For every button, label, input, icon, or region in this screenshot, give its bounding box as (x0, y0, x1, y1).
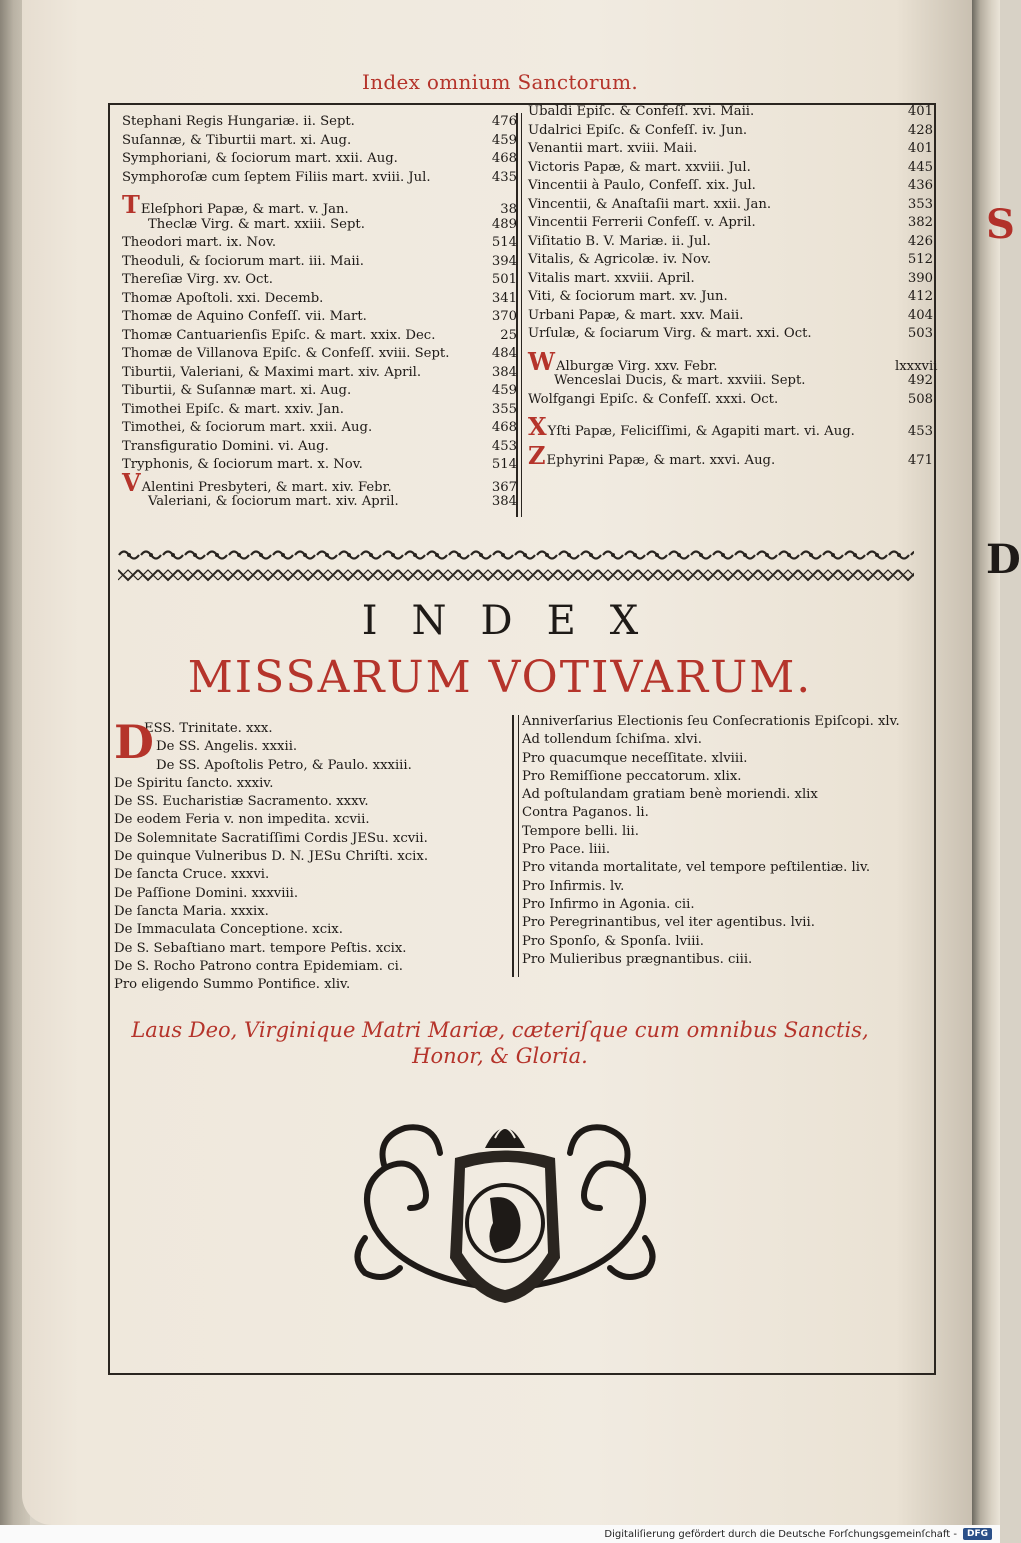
entry-label: Thomæ Cantuarienſis Epiſc. & mart. xxix. Dec. (122, 327, 436, 343)
index-entry (122, 290, 517, 309)
entry-text (122, 382, 351, 401)
page-number: 512 (907, 252, 933, 267)
votive-mass-entry: Ad poſtulandam gratiam benè moriendi. xlix (522, 787, 818, 803)
index-entry (122, 190, 517, 219)
votive-mass-entry: Pro Pace. liii. (522, 842, 611, 858)
initial-letter: V (122, 467, 141, 497)
votive-masses-right-column (522, 713, 930, 969)
entry-text (528, 440, 776, 471)
index-entry (122, 308, 517, 327)
votive-mass-entry: Pro Infirmo in Agonia. cii. (522, 896, 695, 912)
index-entry (122, 345, 517, 364)
votive-mass-entry: Pro Remiſſione peccatorum. xlix. (522, 768, 742, 784)
entry-label: Tiburtii, & Suſannæ mart. xi. Aug. (122, 383, 352, 398)
entry-text (528, 159, 751, 178)
page-number: 384 (491, 494, 517, 509)
entry-label: Symphoriani, & ſociorum mart. xxii. Aug. (122, 151, 398, 166)
index-entry (122, 419, 517, 438)
facing-page-letter-red: S (986, 201, 1015, 248)
footer-credit: Digitaliſierung gefördert durch die Deutsche Forſchungsgemeinſchaft - (604, 1528, 957, 1540)
index-entry (528, 177, 933, 196)
page-number: 435 (491, 169, 517, 185)
entry-text (122, 253, 364, 272)
entry-text (148, 493, 399, 512)
entry-label: Urſulæ, & ſociarum Virg. & mart. xxi. Oct. (528, 326, 812, 341)
facing-page-edge (972, 0, 1021, 1525)
entry-text (122, 327, 435, 346)
entry-text (528, 140, 697, 159)
entry-text (528, 103, 754, 122)
entry-label: Wenceslai Ducis, & mart. xxviii. Sept. (554, 373, 806, 388)
page-number: 453 (491, 438, 517, 454)
initial-letter: T (122, 190, 140, 219)
votive-mass-entry: Pro quacumque neceſſitate. xlviii. (522, 750, 748, 766)
entry-text (122, 401, 344, 420)
index-entry (528, 346, 938, 376)
votive-mass-entry: Anniverſarius Electionis ſeu Conſecrationis Epiſcopi. xlv. (522, 714, 900, 729)
entry-text (122, 419, 372, 438)
index-entry (528, 122, 933, 141)
page-number: 384 (491, 364, 517, 380)
entry-text (528, 412, 855, 442)
page-number: 468 (491, 420, 517, 435)
index-entry (528, 391, 933, 410)
index-entry (528, 307, 933, 326)
ornamental-band-top (118, 548, 914, 562)
page-number: 401 (907, 104, 933, 119)
index-entry (528, 103, 933, 122)
votive-masses-left-column (114, 715, 509, 994)
ornamental-band-bottom (118, 568, 914, 582)
index-heading: INDEX (361, 598, 673, 644)
votive-mass-entry: De SS. Angelis. xxxii. (156, 739, 298, 755)
index-entry (122, 493, 517, 512)
entry-text (122, 271, 273, 290)
column-divider-thin (521, 113, 522, 517)
votive-masses-heading: MISSARUM VOTIVARUM. (187, 652, 813, 703)
entry-label: Valeriani, & ſociorum mart. xiv. April. (148, 494, 399, 509)
entry-label: Wolfgangi Epiſc. & Confeſſ. xxxi. Oct. (528, 391, 779, 407)
page-number: 489 (491, 216, 517, 232)
entry-text (528, 177, 756, 196)
entry-text (528, 122, 747, 141)
page-number: 367 (491, 479, 517, 495)
entry-text (528, 196, 771, 215)
entry-label: Udalrici Epiſc. & Confeſſ. iv. Jun. (528, 122, 748, 138)
votive-mass-entry: ESS. Trinitate. xxx. (144, 721, 273, 736)
entry-label: Vitalis mart. xxviii. April. (528, 270, 695, 286)
entry-label: Urbani Papæ, & mart. xxv. Maii. (528, 307, 744, 323)
page-number: 514 (491, 235, 517, 250)
entry-text (528, 270, 695, 289)
votive-column-divider (512, 715, 514, 977)
entry-label: Venantii mart. xviii. Maii. (528, 141, 698, 156)
page-number: 428 (907, 122, 933, 138)
index-entry (122, 364, 517, 383)
page-number: 401 (907, 141, 933, 156)
page-number: 25 (500, 327, 517, 343)
entry-text (528, 288, 728, 307)
entry-label: Symphoroſæ cum ſeptem Filiis mart. xviii. Jul. (122, 169, 431, 185)
index-entry (528, 140, 933, 159)
entry-text (122, 132, 351, 151)
entry-label: Ephyrini Papæ, & mart. xxvi. Aug. (546, 452, 776, 468)
initial-letter: X (528, 412, 547, 441)
entry-label: Theodori mart. ix. Nov. (122, 235, 277, 250)
page-number: 471 (907, 452, 933, 468)
entry-label: Alentini Presbyteri, & mart. xiv. Febr. (141, 479, 392, 495)
votive-mass-entry: De S. Sebaſtiano mart. tempore Peſtis. xcix. (114, 940, 407, 956)
page-number: 514 (491, 457, 517, 472)
page-number: 468 (491, 151, 517, 166)
entry-text (528, 251, 711, 270)
index-entry (122, 382, 517, 401)
index-entry (122, 438, 517, 457)
initial-letter: Z (528, 440, 546, 470)
index-entry (122, 467, 517, 497)
index-entry (122, 216, 517, 235)
index-entry (122, 401, 517, 420)
page-number: 501 (491, 272, 517, 287)
entry-label: Theoduli, & ſociorum mart. iii. Maii. (122, 253, 364, 269)
votive-mass-entry: Tempore belli. lii. (522, 823, 639, 839)
page-number: 412 (907, 289, 933, 304)
entry-label: Tryphonis, & ſociorum mart. x. Nov. (122, 457, 363, 472)
entry-text (148, 216, 365, 235)
index-entry (528, 372, 933, 391)
page-number: 436 (907, 178, 933, 193)
saints-index-left-column (122, 113, 517, 512)
entry-label: Vincentii, & Anaſtaſii mart. xxii. Jan. (528, 196, 772, 212)
entry-text (122, 308, 367, 327)
page-title: Index omnium Sanctorum. (362, 70, 638, 94)
votive-mass-entry: Pro eligendo Summo Pontifice. xliv. (114, 977, 351, 993)
votive-mass-entry: Pro vitanda mortalitate, vel tempore peſtilentiæ. liv. (522, 860, 871, 876)
entry-text (554, 372, 805, 391)
woodcut-crest-ornament (345, 1108, 665, 1308)
page-number: lxxxvii (895, 358, 938, 374)
doxology-line-1: Laus Deo, Virginique Matri Mariæ, cæteriſque cum omnibus Sanctis, (131, 1018, 869, 1042)
entry-text (122, 169, 431, 188)
entry-label: Theclæ Virg. & mart. xxiii. Sept. (148, 216, 365, 232)
entry-label: Suſannæ, & Tiburtii mart. xi. Aug. (122, 132, 352, 148)
entry-label: Alburgæ Virg. xxv. Febr. (555, 358, 718, 374)
facing-page-letter-black: D (986, 536, 1021, 583)
doxology-line-2: Honor, & Gloria. (412, 1044, 588, 1068)
votive-mass-entry: De Paſſione Domini. xxxviii. (114, 885, 299, 901)
entry-text (122, 456, 363, 475)
index-entry (122, 169, 517, 188)
votive-mass-entry: Pro Sponſo, & Sponſa. lviii. (522, 933, 704, 949)
index-entry (122, 253, 517, 272)
page-number: 355 (491, 401, 517, 417)
index-entry (528, 233, 933, 252)
entry-label: Ubaldi Epiſc. & Confeſſ. xvi. Maii. (528, 104, 755, 119)
index-entry (528, 288, 933, 307)
page-number: 341 (491, 290, 517, 306)
index-entry (528, 196, 933, 215)
index-entry (122, 456, 517, 475)
page-number: 390 (907, 270, 933, 286)
entry-label: Timothei Epiſc. & mart. xxiv. Jan. (122, 401, 344, 417)
entry-text (122, 364, 421, 383)
page-number: 459 (491, 132, 517, 148)
votive-mass-entry: De ſancta Cruce. xxxvi. (114, 867, 270, 883)
index-entry (122, 271, 517, 290)
index-entry (528, 440, 933, 470)
entry-label: Vincentii à Paulo, Confeſſ. xix. Jul. (528, 178, 756, 193)
page-number: 404 (907, 307, 933, 323)
closing-doxology (0, 1017, 1000, 1069)
entry-text (528, 214, 756, 233)
entry-text (528, 307, 743, 326)
initial-letter: W (528, 346, 555, 376)
page-number: 492 (907, 373, 933, 388)
index-entry (122, 150, 517, 169)
entry-text (122, 234, 276, 253)
votive-mass-entry: De S. Rocho Patrono contra Epidemiam. ci. (114, 958, 403, 974)
page-number: 508 (907, 391, 933, 407)
votive-mass-entry: Ad tollendum ſchiſma. xlvi. (522, 732, 702, 748)
entry-label: Stephani Regis Hungariæ. ii. Sept. (122, 114, 355, 129)
votive-mass-entry: De SS. Apoſtolis Petro, & Paulo. xxxiii. (156, 757, 412, 773)
entry-label: Thomæ Apoſtoli. xxi. Decemb. (122, 290, 324, 306)
page-number: 382 (907, 215, 933, 230)
dfg-logo: DFG (963, 1528, 992, 1540)
page-number: 484 (491, 346, 517, 361)
page-number: 503 (907, 326, 933, 341)
votive-mass-entry: Pro Mulieribus prægnantibus. ciii. (522, 951, 753, 967)
index-entry (528, 270, 933, 289)
page-number: 453 (907, 424, 933, 439)
entry-label: Thomæ de Villanova Epiſc. & Confeſſ. xviii. Sept. (122, 346, 450, 361)
entry-text (528, 325, 812, 344)
page-number: 426 (907, 233, 933, 249)
entry-label: Victoris Papæ, & mart. xxviii. Jul. (528, 159, 751, 175)
digitization-footer (0, 1525, 1000, 1543)
entry-label: Eleſphori Papæ, & mart. v. Jan. (140, 202, 349, 217)
entry-label: Yſti Papæ, Feliciſſimi, & Agapiti mart. vi. Aug. (547, 424, 855, 439)
page-number: 394 (491, 253, 517, 269)
index-entry (122, 327, 517, 346)
page-number: 38 (500, 202, 517, 217)
page-number: 445 (907, 159, 933, 175)
index-entry (528, 214, 933, 233)
index-entry (122, 132, 517, 151)
page-number: 370 (491, 309, 517, 324)
page-number: 353 (907, 196, 933, 212)
index-entry (528, 251, 933, 270)
index-entry (122, 113, 517, 132)
entry-text (122, 345, 449, 364)
index-entry (528, 325, 933, 344)
entry-text (528, 391, 778, 410)
entry-label: Timothei, & ſociorum mart. xxii. Aug. (122, 420, 373, 435)
votive-mass-entry: Pro Infirmis. lv. (522, 878, 625, 894)
entry-text (122, 113, 355, 132)
votive-mass-entry: De Spiritu ſancto. xxxiv. (114, 775, 274, 791)
entry-label: Tiburtii, Valeriani, & Maximi mart. xiv. April. (122, 364, 422, 380)
index-entry (528, 159, 933, 178)
votive-mass-entry: De quinque Vulneribus D. N. JESu Chriſti. xcix. (114, 849, 429, 865)
page-number: 476 (491, 114, 517, 129)
entry-text (122, 290, 323, 309)
entry-label: Thereſiæ Virg. xv. Oct. (122, 272, 273, 287)
entry-label: Vitalis, & Agricolæ. iv. Nov. (528, 252, 712, 267)
saints-index-right-column (528, 103, 938, 470)
index-entry (528, 412, 933, 441)
votive-mass-entry: De Immaculata Conceptione. xcix. (114, 922, 343, 938)
drop-cap: D (114, 715, 154, 769)
entry-label: Vincentii Ferrerii Confeſſ. v. April. (528, 215, 756, 230)
entry-label: Viti, & ſociorum mart. xv. Jun. (528, 289, 728, 304)
votive-mass-entry: De eodem Feria v. non impedita. xcvii. (114, 812, 370, 828)
entry-text (122, 438, 329, 457)
entry-label: Thomæ de Aquino Confeſſ. vii. Mart. (122, 309, 367, 324)
entry-text (122, 150, 398, 169)
entry-label: Viſitatio B. V. Mariæ. ii. Jul. (528, 233, 711, 249)
votive-mass-entry: Contra Paganos. li. (522, 805, 649, 821)
votive-mass-entry: De SS. Eucharistiæ Sacramento. xxxv. (114, 794, 369, 810)
page-number: 459 (491, 383, 517, 398)
entry-label: Transfiguratio Domini. vi. Aug. (122, 438, 329, 454)
entry-text (528, 233, 711, 252)
votive-mass-entry: Pro Peregrinantibus, vel iter agentibus. lvii. (522, 915, 815, 931)
votive-column-divider-thin (518, 715, 519, 977)
votive-mass-entry: De ſancta Maria. xxxix. (114, 903, 269, 919)
index-entry (122, 234, 517, 253)
votive-mass-entry: De Solemnitate Sacratiſſimi Cordis JESu. xcvii. (114, 830, 428, 846)
